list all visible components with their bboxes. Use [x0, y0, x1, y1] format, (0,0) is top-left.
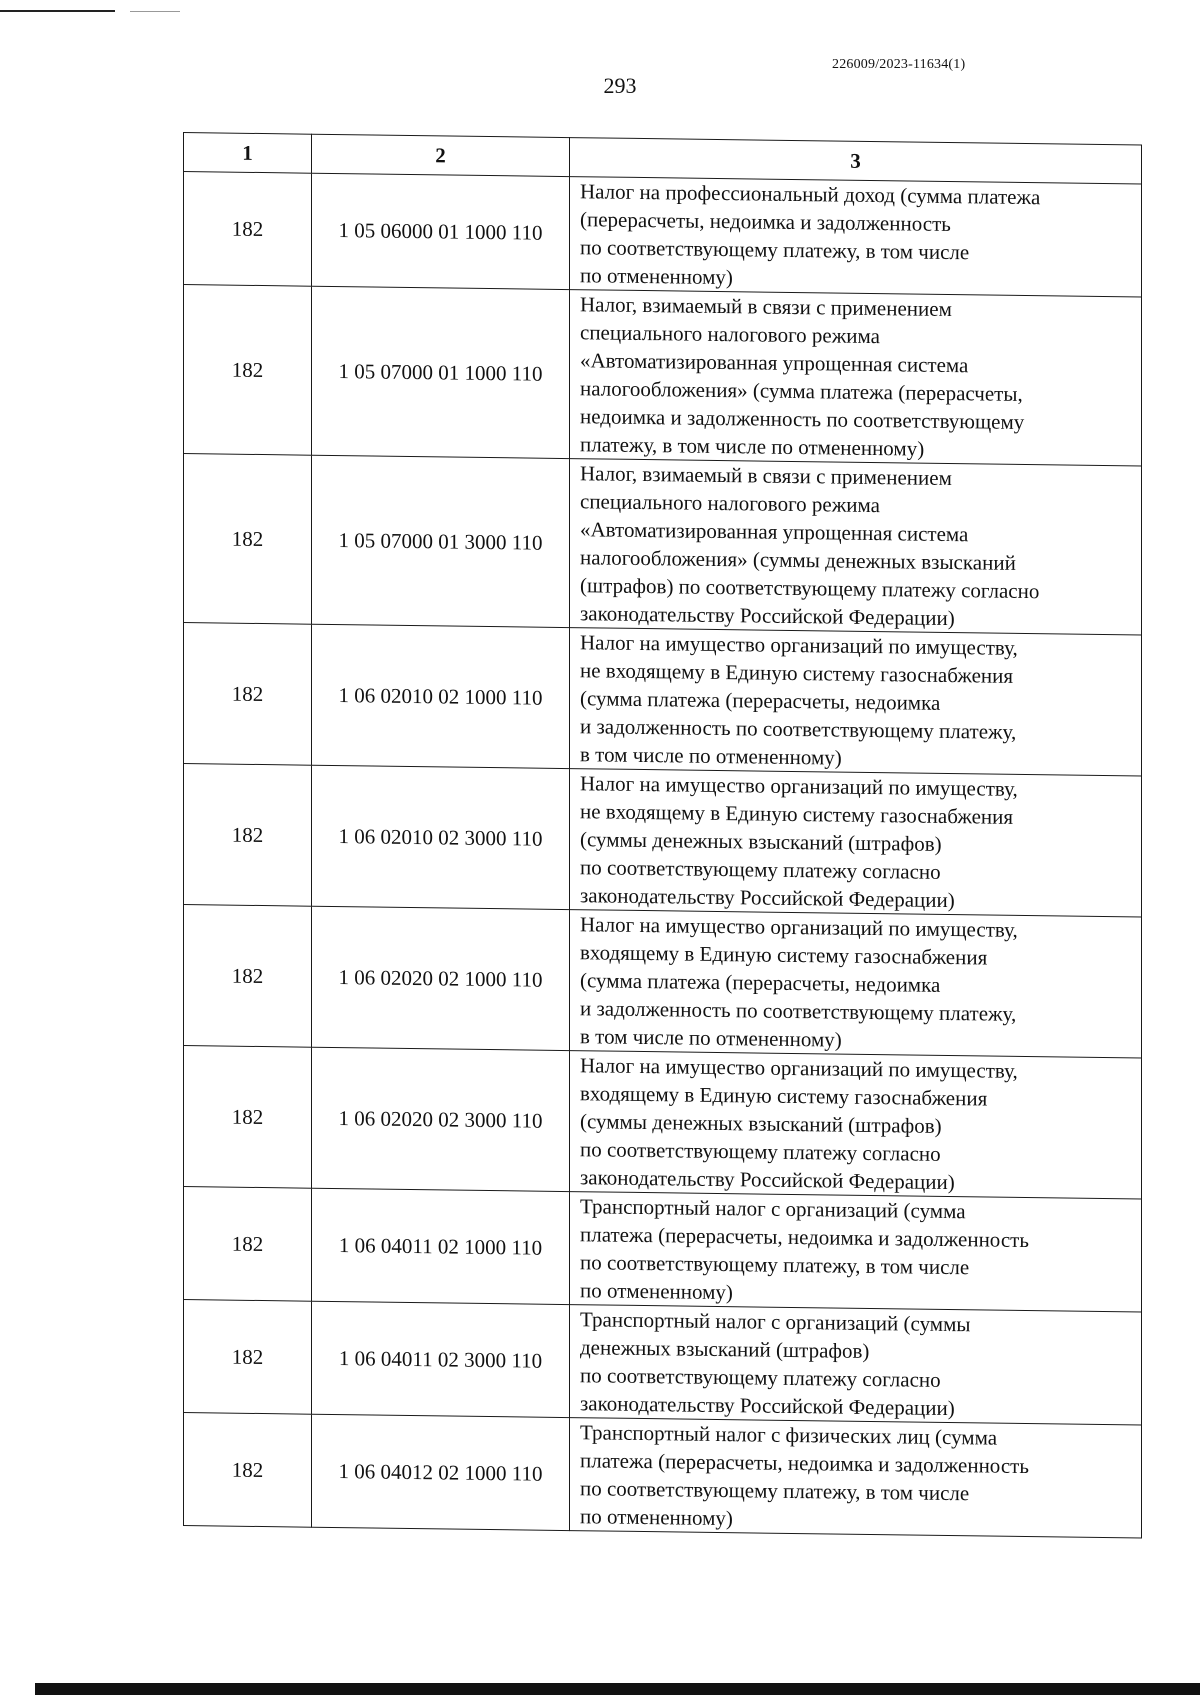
table-row: [184, 1413, 1142, 1539]
description-line: платежу, в том числе по отмененному): [580, 432, 925, 461]
budget-code-cell: 1 06 04012 02 1000 110: [312, 1414, 570, 1530]
table-body: [184, 172, 1142, 1539]
description-line: (сумма платежа (перерасчеты, недоимка: [580, 686, 941, 715]
column-header-3: 3: [570, 138, 1142, 184]
column-header-1: 1: [184, 133, 312, 174]
table-row: [184, 454, 1142, 636]
description-cell: [570, 177, 1142, 297]
scan-bottom-edge: [35, 1683, 1200, 1695]
description-line: законодательству Российской Федерации): [580, 1165, 955, 1195]
admin-code-cell: 182: [184, 764, 312, 907]
description-line: по отмененному): [580, 1504, 733, 1531]
description-line: «Автоматизированная упрощенная система: [580, 517, 969, 547]
description-line: по отмененному): [580, 1278, 733, 1305]
description-line: денежных взысканий (штрафов): [580, 1335, 870, 1363]
admin-code-cell: 182: [184, 1300, 312, 1415]
description-line: Налог на имущество организаций по имуществу,: [580, 771, 1018, 801]
description-line: (суммы денежных взысканий (штрафов): [580, 1109, 942, 1138]
description-line: не входящему в Единую систему газоснабжения: [580, 658, 1014, 688]
description-line: и задолженность по соответствующему платежу,: [580, 996, 1017, 1026]
description-line: платежа (перерасчеты, недоимка и задолженность: [580, 1222, 1029, 1253]
admin-code-cell: 182: [184, 172, 312, 287]
description-line: налогообложения» (сумма платежа (перерасчеты,: [580, 376, 1023, 406]
table-row: [184, 285, 1142, 467]
budget-code-cell: 1 06 04011 02 1000 110: [312, 1188, 570, 1304]
admin-code-cell: 182: [184, 285, 312, 456]
description-line: в том числе по отмененному): [580, 1024, 842, 1052]
description-line: по соответствующему платежу согласно: [580, 855, 941, 884]
description-line: по соответствующему платежу, в том числе: [580, 1476, 970, 1506]
description-line: законодательству Российской Федерации): [580, 601, 955, 631]
description-line: специального налогового режима: [580, 320, 880, 349]
table-row: [184, 172, 1142, 298]
description-line: Транспортный налог с физических лиц (сумма: [580, 1420, 998, 1450]
description-line: в том числе по отмененному): [580, 742, 842, 770]
description-line: (суммы денежных взысканий (штрафов): [580, 827, 942, 856]
description-line: (перерасчеты, недоимка и задолженность: [580, 207, 951, 237]
table-row: [184, 1187, 1142, 1313]
description-line: Транспортный налог с организаций (суммы: [580, 1307, 971, 1337]
description-line: специального налогового режима: [580, 489, 880, 518]
description-line: входящему в Единую систему газоснабжения: [580, 1081, 988, 1111]
budget-code-cell: 1 06 02020 02 1000 110: [312, 906, 570, 1050]
description-line: по соответствующему платежу, в том числе: [580, 235, 970, 265]
budget-code-cell: 1 05 06000 01 1000 110: [312, 173, 570, 289]
scan-edge-mark: [0, 10, 115, 12]
table-row: [184, 905, 1142, 1059]
scan-edge-mark-faint: [130, 11, 180, 12]
description-line: (сумма платежа (перерасчеты, недоимка: [580, 968, 941, 997]
description-line: по соответствующему платежу, в том числе: [580, 1250, 970, 1280]
description-line: и задолженность по соответствующему платежу,: [580, 714, 1017, 744]
column-header-2: 2: [312, 134, 570, 176]
budget-classification-table: [183, 132, 1142, 1539]
description-line: не входящему в Единую систему газоснабжения: [580, 799, 1014, 829]
description-line: Налог, взимаемый в связи с применением: [580, 461, 952, 491]
description-line: Налог на профессиональный доход (сумма платежа: [580, 179, 1041, 210]
budget-code-cell: 1 05 07000 01 1000 110: [312, 286, 570, 458]
budget-code-cell: 1 06 02020 02 3000 110: [312, 1047, 570, 1191]
description-line: Налог, взимаемый в связи с применением: [580, 292, 952, 322]
budget-code-cell: 1 06 04011 02 3000 110: [312, 1301, 570, 1417]
description-line: (штрафов) по соответствующему платежу согласно: [580, 573, 1040, 604]
budget-code-cell: 1 05 07000 01 3000 110: [312, 455, 570, 627]
description-cell: [570, 628, 1142, 776]
admin-code-cell: 182: [184, 1187, 312, 1302]
budget-code-cell: 1 06 02010 02 1000 110: [312, 624, 570, 768]
description-cell: [570, 1192, 1142, 1312]
admin-code-cell: 182: [184, 1413, 312, 1528]
budget-code-cell: 1 06 02010 02 3000 110: [312, 765, 570, 909]
description-cell: [570, 290, 1142, 466]
description-line: платежа (перерасчеты, недоимка и задолженность: [580, 1448, 1029, 1479]
table-row: [184, 764, 1142, 918]
description-line: налогообложения» (суммы денежных взысканий: [580, 545, 1016, 575]
description-line: по отмененному): [580, 263, 733, 290]
table-row: [184, 1300, 1142, 1426]
description-line: Транспортный налог с организаций (сумма: [580, 1194, 966, 1224]
document-registration-number: 226009/2023-11634(1): [832, 57, 966, 72]
description-line: законодательству Российской Федерации): [580, 1391, 955, 1421]
table-row: [184, 1046, 1142, 1200]
description-cell: [570, 1305, 1142, 1425]
description-cell: [570, 910, 1142, 1058]
description-line: Налог на имущество организаций по имуществу,: [580, 630, 1018, 660]
admin-code-cell: 182: [184, 1046, 312, 1189]
description-cell: [570, 769, 1142, 917]
admin-code-cell: 182: [184, 454, 312, 625]
description-line: «Автоматизированная упрощенная система: [580, 348, 969, 378]
description-line: по соответствующему платежу согласно: [580, 1363, 941, 1392]
description-cell: [570, 459, 1142, 635]
description-cell: [570, 1051, 1142, 1199]
table-row: [184, 623, 1142, 777]
description-line: законодательству Российской Федерации): [580, 883, 955, 913]
admin-code-cell: 182: [184, 905, 312, 1048]
description-line: по соответствующему платежу согласно: [580, 1137, 941, 1166]
description-cell: [570, 1418, 1142, 1538]
page-number: 293: [603, 73, 637, 98]
description-line: Налог на имущество организаций по имуществу,: [580, 1053, 1018, 1083]
description-line: Налог на имущество организаций по имуществу,: [580, 912, 1018, 942]
description-line: входящему в Единую систему газоснабжения: [580, 940, 988, 970]
description-line: недоимка и задолженность по соответствующему: [580, 404, 1025, 435]
admin-code-cell: 182: [184, 623, 312, 766]
